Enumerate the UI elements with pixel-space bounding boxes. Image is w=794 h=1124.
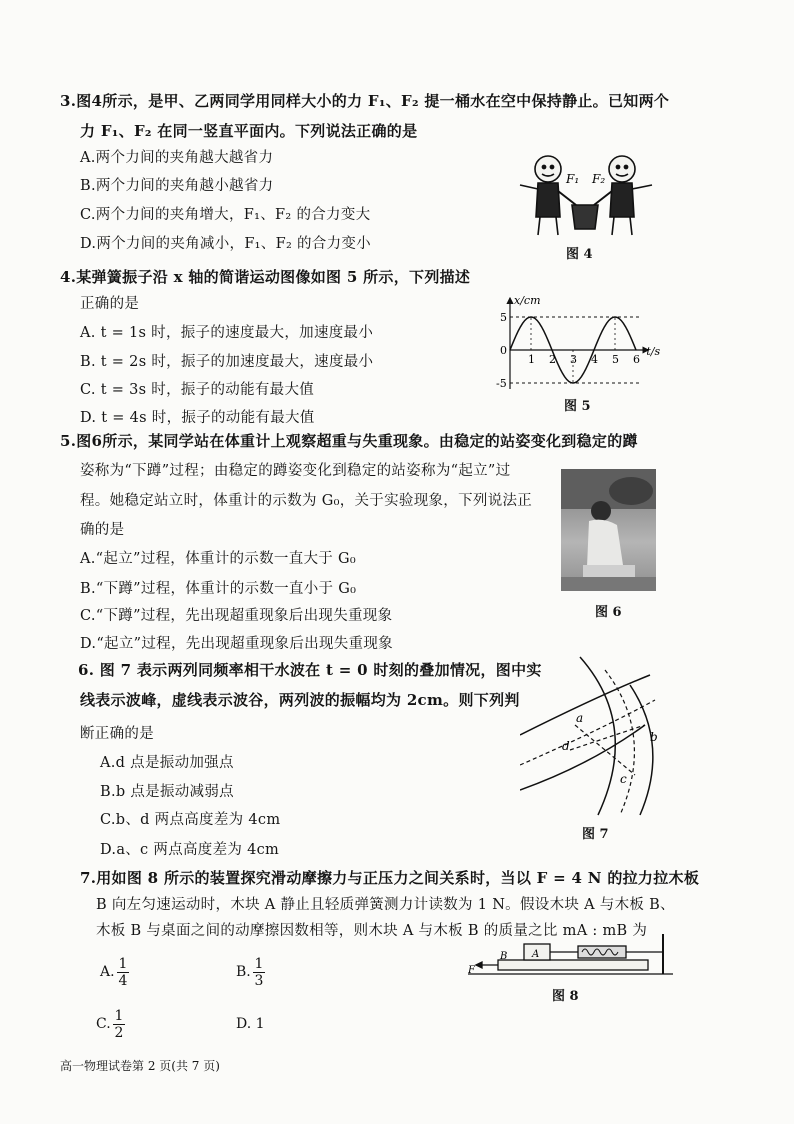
q3-option-d: D.两个力间的夹角减小，F₁、F₂ 的合力变小 — [80, 236, 371, 252]
point-d-label: d — [562, 739, 570, 753]
data-point — [604, 326, 605, 327]
water-bucket — [572, 205, 598, 229]
x-tick-label: 6 — [633, 353, 640, 366]
q3-option-b: B.两个力间的夹角越小越省力 — [80, 178, 274, 194]
student-right-head — [609, 156, 635, 182]
y-axis-label: x/cm — [514, 294, 541, 307]
student-right-body — [610, 183, 634, 217]
wave2-crest-1 — [520, 675, 650, 735]
figure-6-photo — [561, 469, 656, 591]
student-left-body — [536, 183, 560, 217]
y-tick-label: 5 — [500, 311, 507, 324]
data-point — [625, 326, 626, 327]
point-c-label: c — [620, 772, 627, 786]
x-tick-label: 5 — [612, 353, 619, 366]
y-tick-label: -5 — [496, 377, 507, 390]
q5-option-d: D.“起立”过程，先出现超重现象后出现失重现象 — [80, 636, 393, 652]
figure-5-chart — [490, 292, 670, 392]
q6-stem-line3: 断正确的是 — [80, 726, 154, 742]
q7-option-a-numerator: 1 — [118, 956, 128, 972]
figure-5-caption: 图 5 — [564, 399, 591, 414]
f1-label: F₁ — [566, 172, 580, 186]
q4-option-d: D. t = 4s 时，振子的动能有最大值 — [80, 410, 315, 426]
person-head — [591, 501, 611, 521]
q7-option-c-numerator: 1 — [114, 1008, 124, 1024]
data-point — [635, 349, 636, 350]
force-f-label: F — [468, 965, 475, 976]
q7-option-b-numerator: 1 — [254, 956, 264, 972]
q3-stem-line2: 力 F₁、F₂ 在同一竖直平面内。下列说法正确的是 — [80, 122, 418, 140]
q6-option-a: A.d 点是振动加强点 — [100, 755, 234, 771]
q5-option-b: B.“下蹲”过程，体重计的示数一直小于 G₀ — [80, 581, 357, 597]
q4-stem-line2: 正确的是 — [80, 296, 140, 312]
q4-option-a: A. t = 1s 时，振子的速度最大，加速度最小 — [80, 325, 374, 341]
q7-option-b-fraction — [253, 956, 265, 989]
q7-option-a-denominator: 4 — [118, 973, 128, 989]
board-b — [498, 960, 648, 970]
x-tick-label: 3 — [570, 353, 577, 366]
wave1-crest-2 — [630, 685, 653, 815]
page-footer: 高一物理试卷第 2 页(共 7 页) — [60, 1059, 220, 1073]
figure-7-wave-diagram — [520, 655, 675, 820]
q5-stem-line3: 程。她稳定站立时，体重计的示数为 G₀，关于实验现象，下列说法正 — [80, 493, 533, 509]
data-point — [520, 326, 521, 327]
x-tick-label: 4 — [591, 353, 598, 366]
q6-stem-line2: 线表示波峰，虚线表示波谷，两列波的振幅均为 2cm。则下列判 — [80, 691, 520, 709]
q7-option-c-label: C. — [96, 1016, 111, 1032]
q5-stem-line4: 确的是 — [80, 522, 125, 538]
q5-stem-line2: 姿称为“下蹲”过程；由稳定的蹲姿变化到稳定的站姿称为“起立”过 — [80, 463, 511, 479]
q7-option-d: D. 1 — [236, 1016, 265, 1032]
block-a-label: A — [532, 949, 540, 960]
q6-stem-line1: 6. 图 7 表示两列同频率相干水波在 t = 0 时刻的叠加情况，图中实 — [78, 661, 542, 679]
q4-option-c: C. t = 3s 时，振子的动能有最大值 — [80, 382, 315, 398]
data-point — [562, 373, 563, 374]
person-body — [587, 520, 623, 567]
q5-option-a: A.“起立”过程，体重计的示数一直大于 G₀ — [80, 551, 357, 567]
figure-7-caption: 图 7 — [582, 827, 609, 842]
figure-4-caption: 图 4 — [566, 247, 593, 262]
data-point — [583, 373, 584, 374]
q5-option-c: C.“下蹲”过程，先出现超重现象后出现失重现象 — [80, 608, 393, 624]
figure-8-caption: 图 8 — [552, 989, 579, 1004]
q3-option-c: C.两个力间的夹角增大，F₁、F₂ 的合力变大 — [80, 207, 371, 223]
q7-option-b-label: B. — [236, 964, 251, 980]
x-tick-label: 1 — [528, 353, 535, 366]
figure-8-apparatus — [468, 932, 678, 982]
q7-option-a-fraction — [117, 956, 129, 989]
point-a-label: a — [576, 711, 584, 725]
data-point — [551, 349, 552, 350]
figure-6-caption: 图 6 — [595, 605, 622, 620]
spring-scale — [578, 946, 626, 958]
data-point — [593, 349, 594, 350]
point-b-label: b — [650, 730, 658, 744]
q4-stem-line1: 4.某弹簧振子沿 x 轴的简谐运动图像如图 5 所示，下列描述 — [60, 268, 471, 286]
board-b-label: B — [500, 951, 508, 962]
y-tick-label: 0 — [500, 344, 507, 357]
q6-option-d: D.a、c 两点高度差为 4cm — [100, 842, 280, 858]
student-left-head — [535, 156, 561, 182]
q4-option-b: B. t = 2s 时，振子的加速度最大，速度最小 — [80, 354, 374, 370]
q3-option-a: A.两个力间的夹角越大越省力 — [80, 150, 274, 166]
q7-option-c-fraction — [113, 1008, 125, 1041]
q7-stem-line3: 木板 B 与桌面之间的动摩擦因数相等，则木块 A 与木板 B 的质量之比 mA : mB 为 — [96, 923, 648, 939]
q6-option-c: C.b、d 两点高度差为 4cm — [100, 812, 281, 828]
f2-label: F₂ — [592, 172, 606, 186]
line-a-c — [575, 725, 635, 775]
wave1-crest-1 — [580, 657, 615, 815]
data-point — [509, 349, 510, 350]
q7-stem-line2: B 向左匀速运动时，木块 A 静止且轻质弹簧测力计读数为 1 N。假设木块 A 与木板 B、 — [96, 897, 675, 913]
q7-option-c-denominator: 2 — [114, 1025, 124, 1041]
q5-stem-line1: 5.图6所示，某同学站在体重计上观察超重与失重现象。由稳定的站姿变化到稳定的蹲 — [60, 432, 638, 450]
x-axis-label: t/s — [646, 345, 661, 358]
q7-stem-line1: 7.用如图 8 所示的装置探究滑动摩擦力与正压力之间关系时，当以 F = 4 N 的拉力拉木板 — [80, 869, 700, 887]
q3-stem-line1: 3.图4所示，是甲、乙两同学用同样大小的力 F₁、F₂ 提一桶水在空中保持静止。已知两个 — [60, 92, 670, 110]
q6-option-b: B.b 点是振动减弱点 — [100, 784, 234, 800]
x-tick-label: 2 — [549, 353, 556, 366]
q7-option-a-label: A. — [100, 964, 115, 980]
figure-4-illustration — [510, 145, 660, 240]
q7-option-b-denominator: 3 — [254, 973, 264, 989]
data-point — [541, 326, 542, 327]
